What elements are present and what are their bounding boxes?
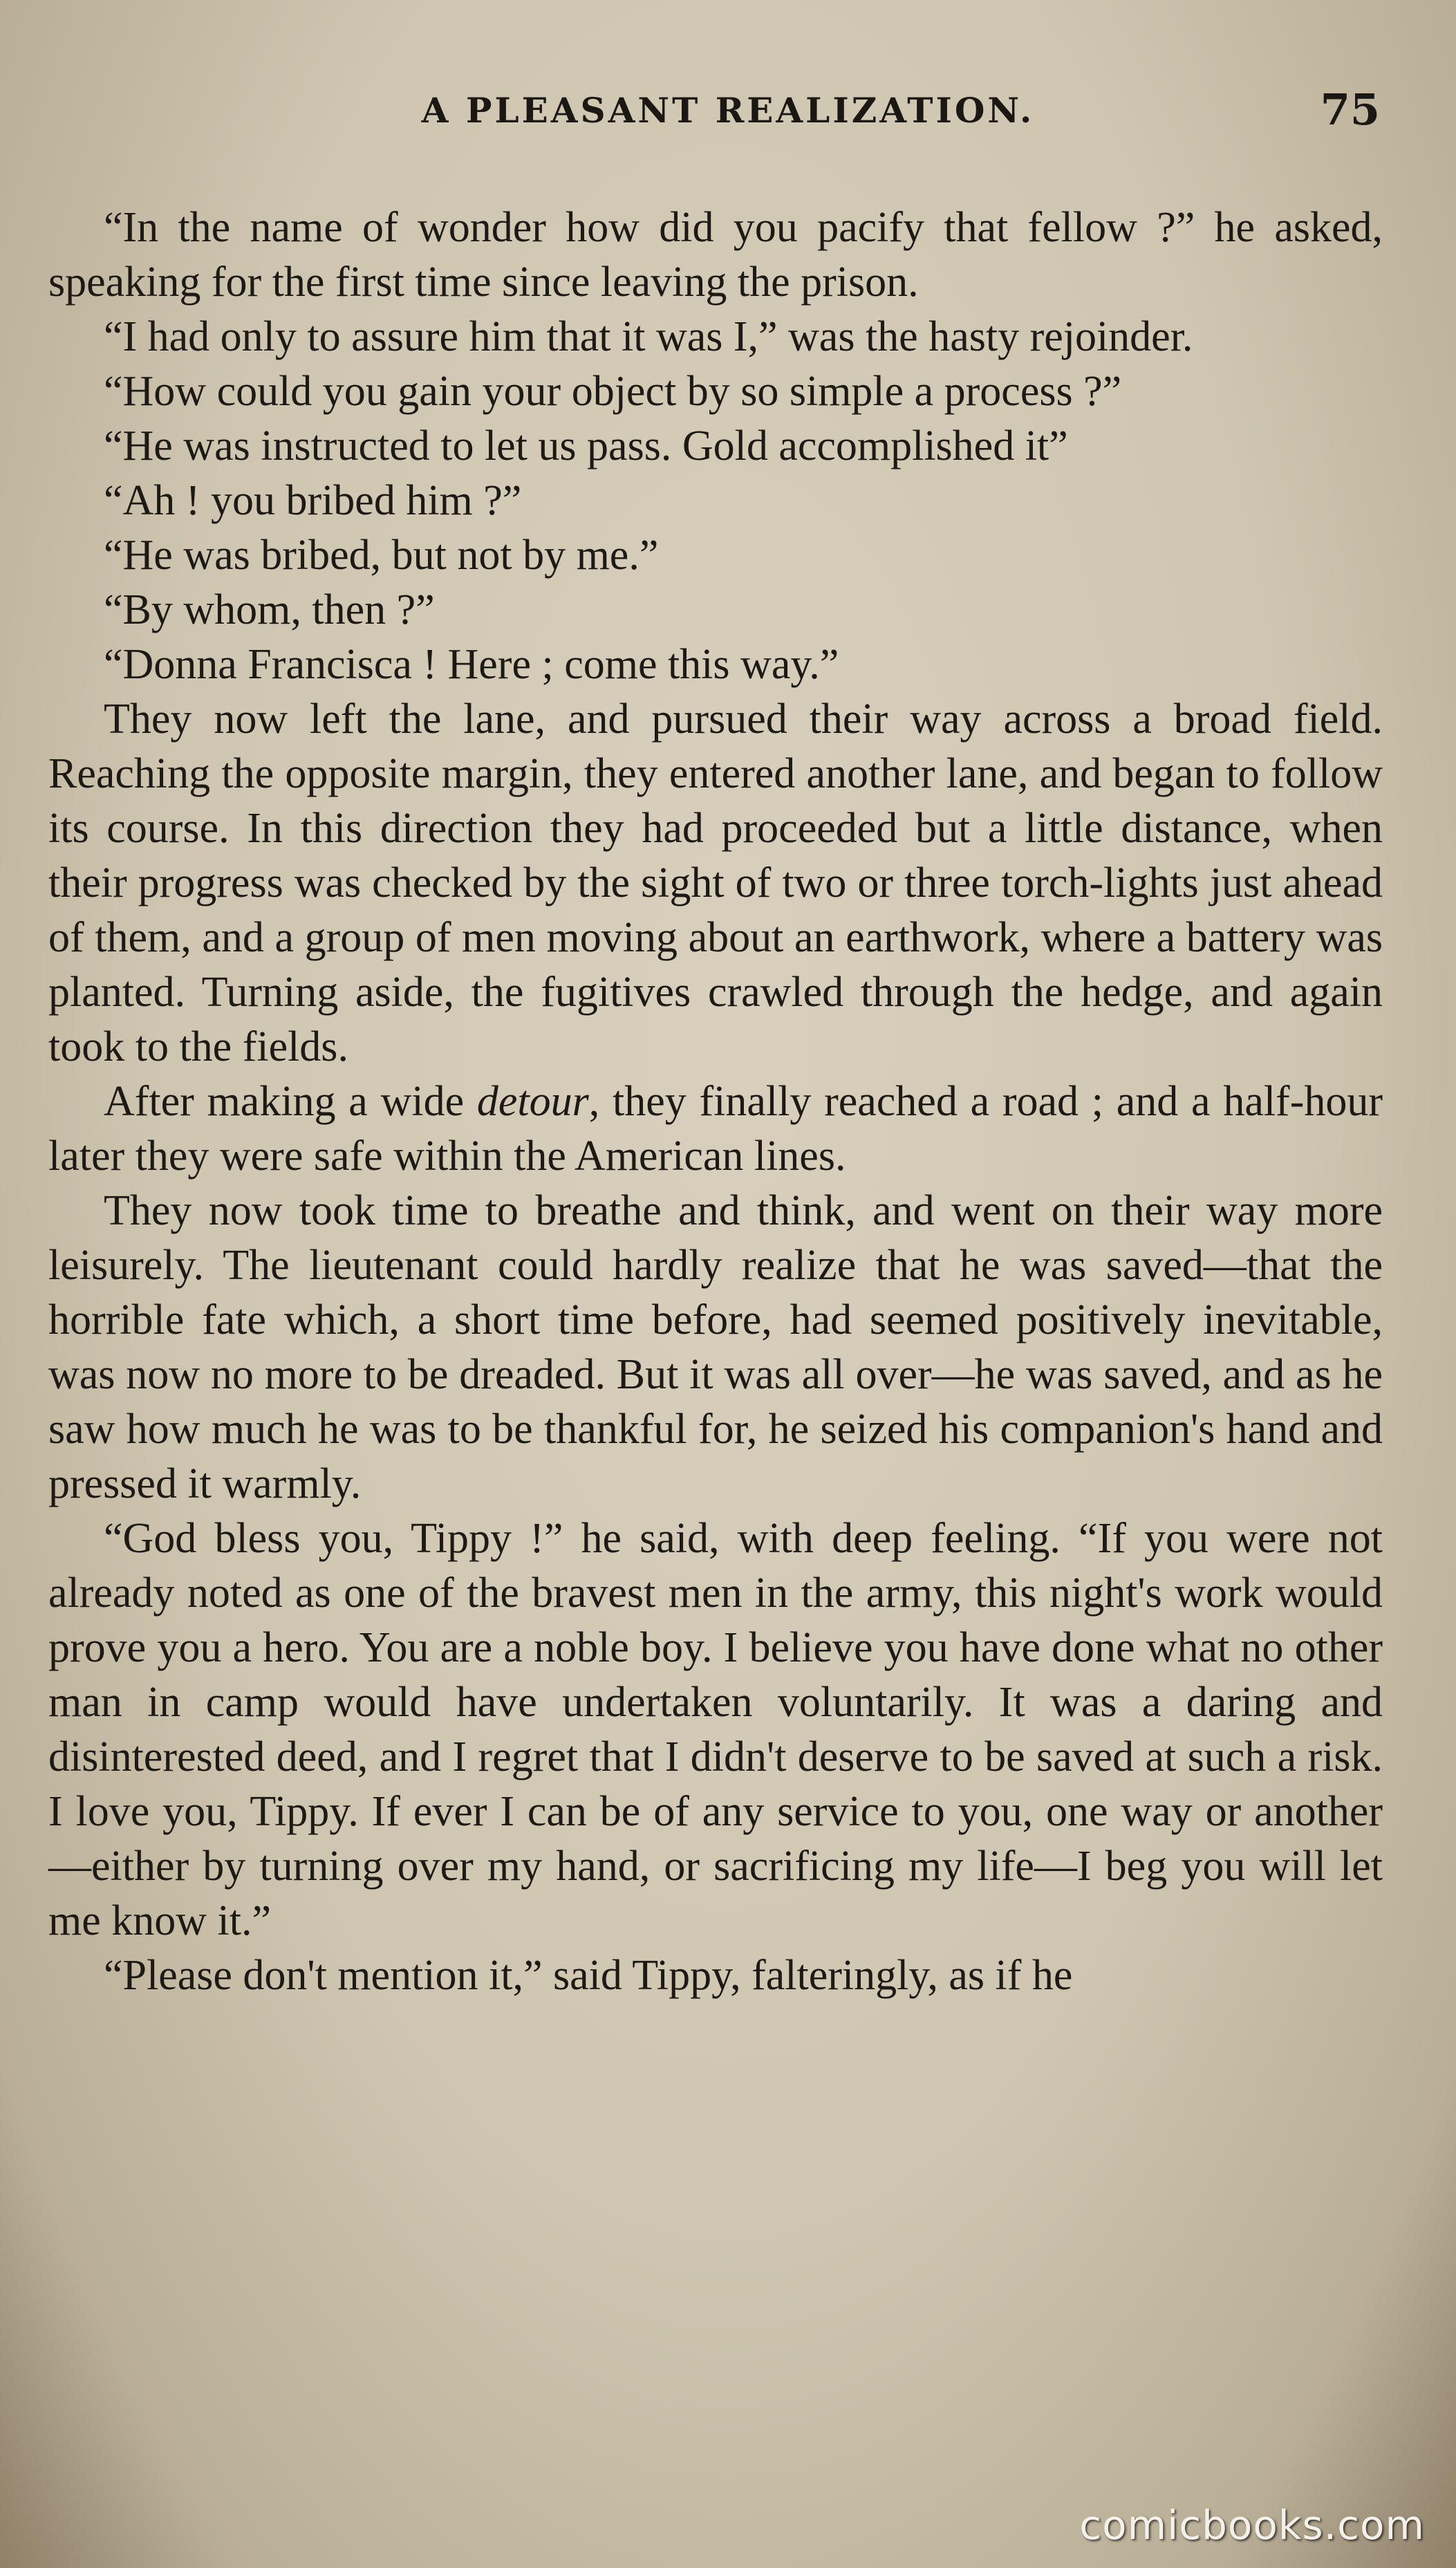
paragraph: “By whom, then ?” <box>104 586 435 633</box>
paragraph: “Donna Francisca ! Here ; come this way.” <box>104 641 839 688</box>
paragraph: “Ah ! you bribed him ?” <box>104 477 522 524</box>
paragraph-detour <box>48 1074 1383 1184</box>
running-head: A PLEASANT REALIZATION. <box>421 90 1035 131</box>
page-number: 75 <box>1320 84 1380 135</box>
detour-after: , they finally reached a road ; and a half-hour later they were safe within the American lines. <box>48 1078 1383 1180</box>
paragraph: “I had only to assure him that it was I,” was the hasty rejoinder. <box>104 313 1193 360</box>
detour-before: After making a wide <box>104 1078 477 1125</box>
paragraph: “In the name of wonder how did you pacify that fellow ?” he asked, speaking for the first time since leaving the prison. <box>48 204 1383 306</box>
paragraph: “How could you gain your object by so simple a process ?” <box>104 368 1122 415</box>
watermark: comicbooks.com <box>1079 2502 1425 2549</box>
paragraph: They now took time to breathe and think, and went on their way more leisurely. The lieutenant could hardly realize that he was saved—that the horrible fate which, a short time before, had seemed positively inevitable, was now no more to be dreaded. But it was all over—he was saved, and as he saw how much he was to be thankful for, he seized his companion's hand and pressed it warmly. <box>48 1187 1383 1507</box>
paragraph: “He was bribed, but not by me.” <box>104 532 659 579</box>
paragraph: “He was instructed to let us pass. Gold accomplished it” <box>104 422 1068 469</box>
paragraph: “Please don't mention it,” said Tippy, falteringly, as if he <box>104 1952 1073 1999</box>
body-text <box>48 201 1383 2003</box>
detour-italic: detour <box>476 1078 589 1125</box>
paragraph: They now left the lane, and pursued their way across a broad field. Reaching the opposite margin, they entered another lane, and began to follow its course. In this direction they had proceeded but a little distance, when their progress was checked by the sight of two or three torch-lights just ahead of them, and a group of men moving about an earthwork, where a battery was planted. Turning aside, the fugitives crawled through the hedge, and again took to the fields. <box>48 696 1383 1070</box>
paragraph: “God bless you, Tippy !” he said, with deep feeling. “If you were not already noted as one of the bravest men in the army, this night's work would prove you a hero. You are a noble boy. I believe you have done what no other man in camp would have undertaken voluntarily. It was a daring and disinterested deed, and I regret that I didn't deserve to be saved at such a risk. I love you, Tippy. If ever I can be of any service to you, one way or another—either by turning over my hand, or sacrificing my life—I beg you will let me know it.” <box>48 1515 1383 1944</box>
